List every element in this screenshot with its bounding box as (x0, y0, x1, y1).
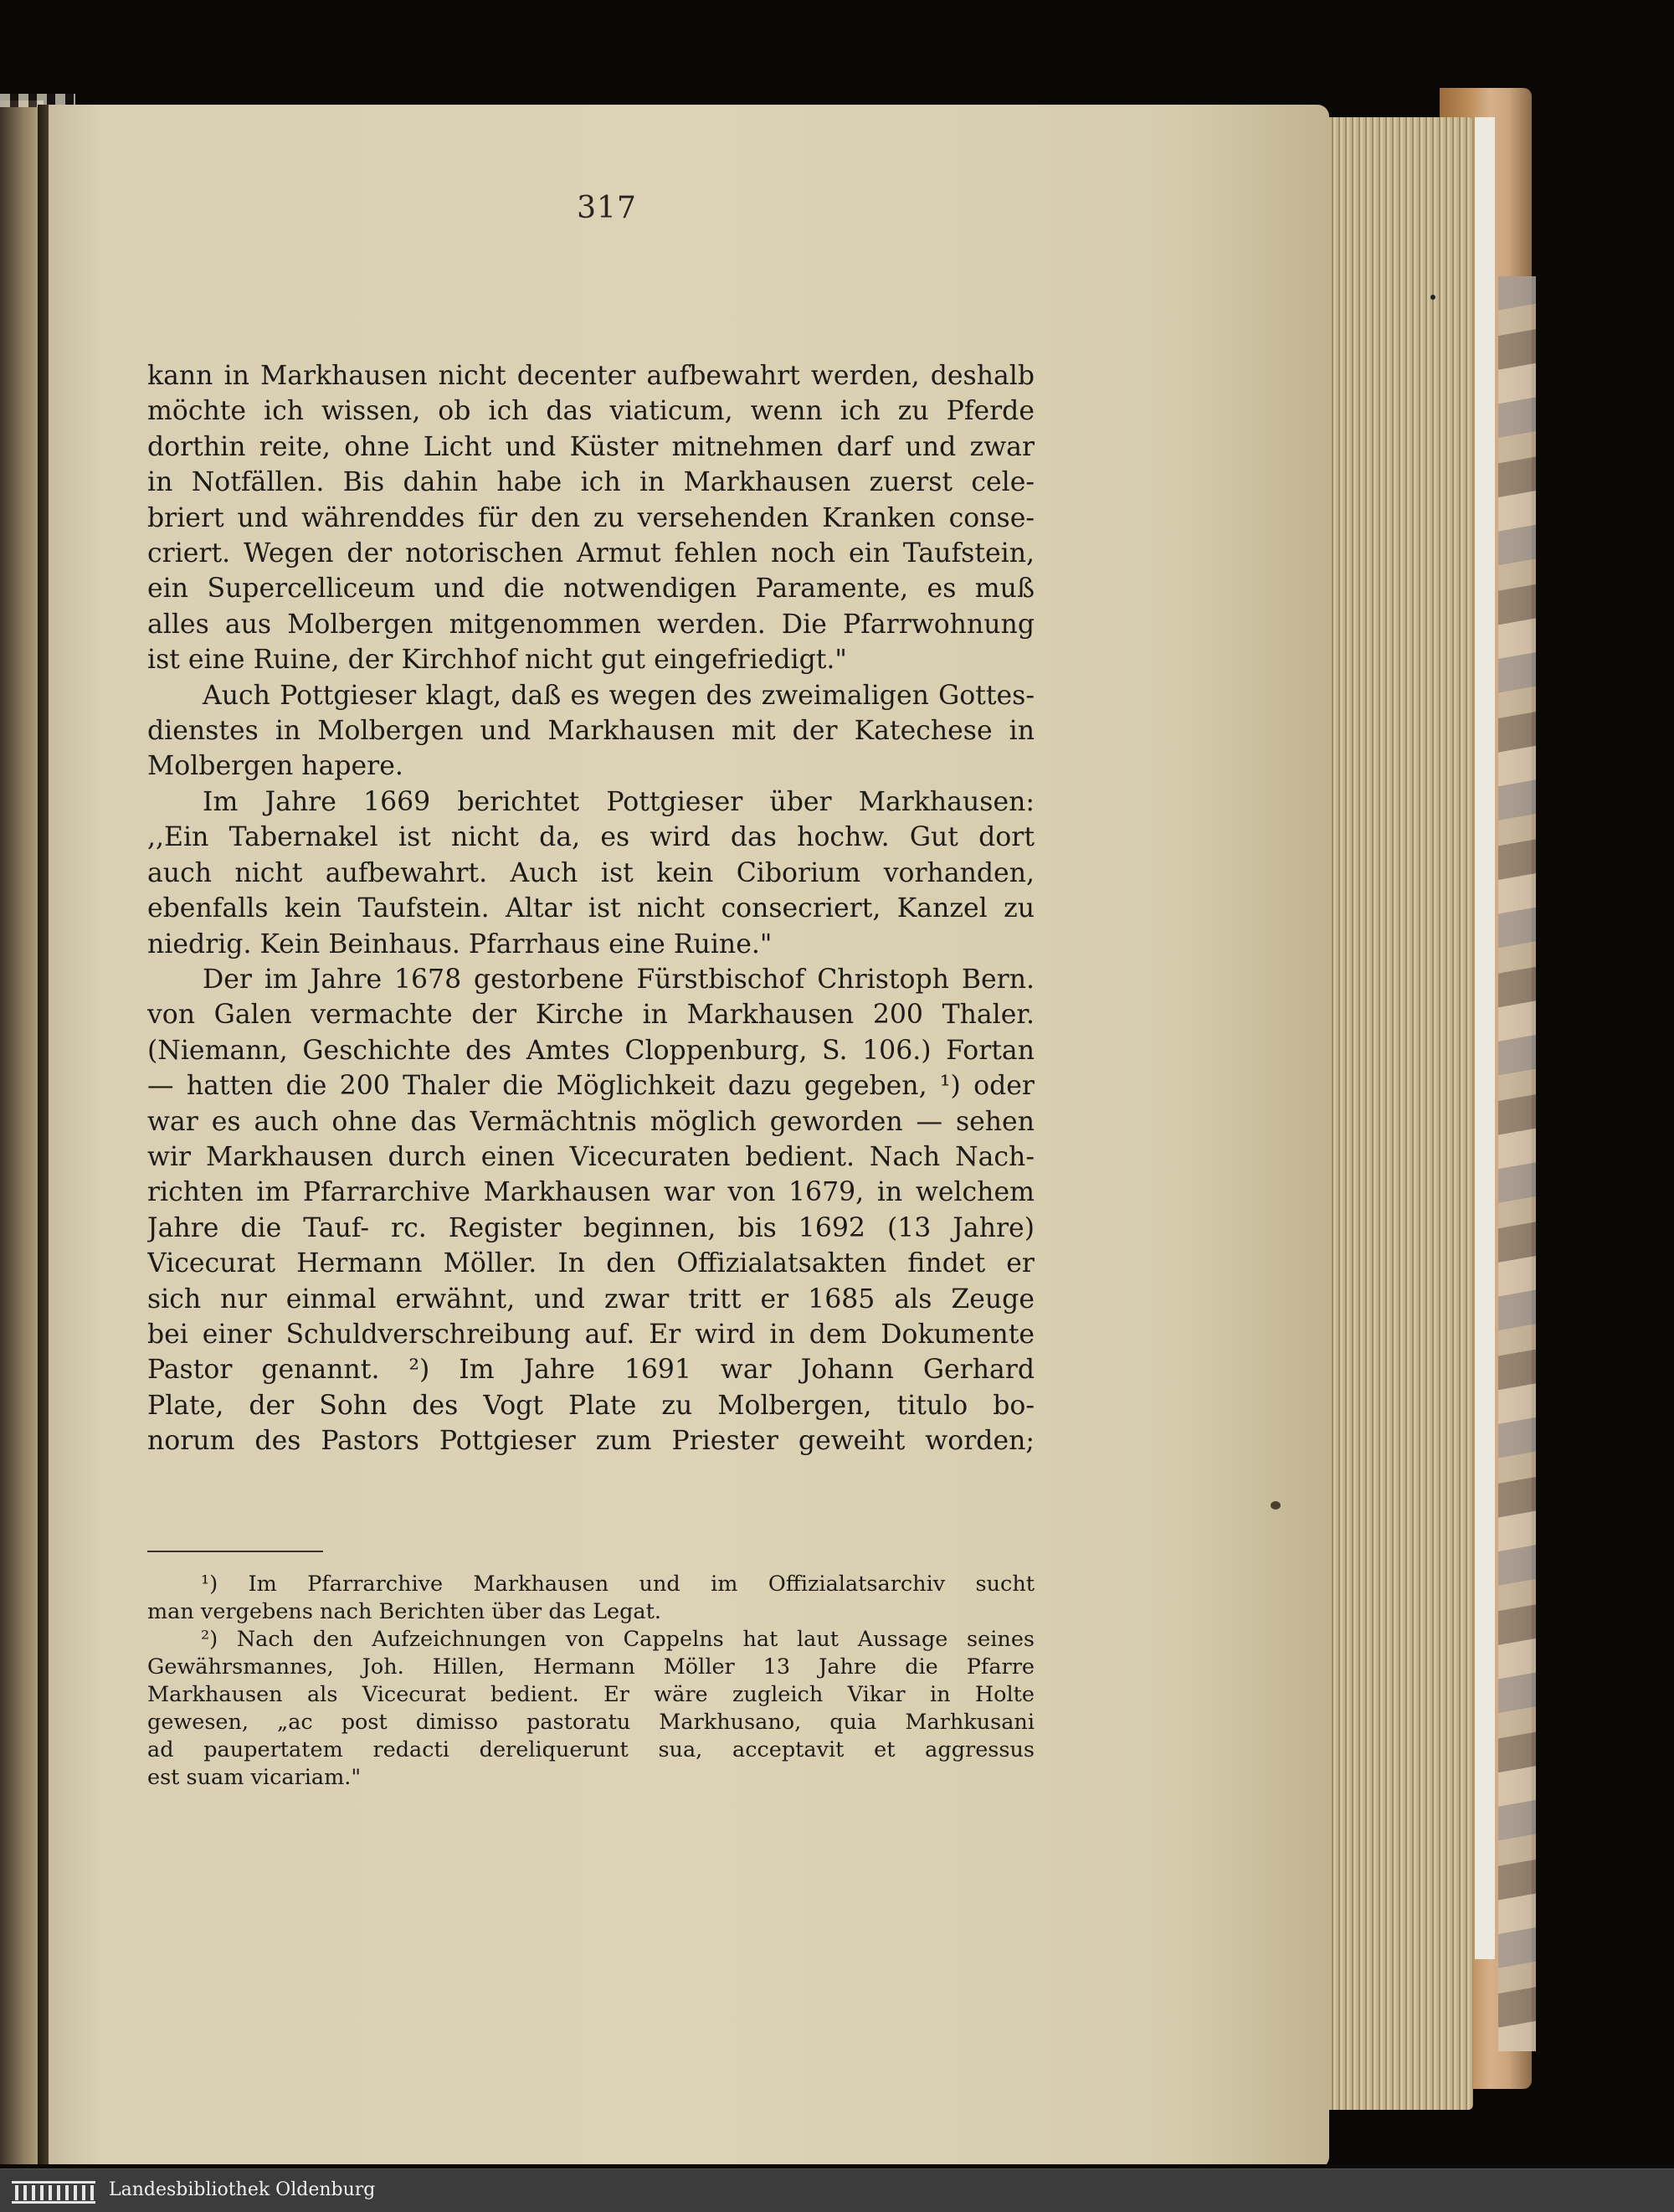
text-line: dorthin reite, ohne Licht und Küster mitnehmen darf und zwar (147, 431, 1035, 462)
footnote-divider (147, 1551, 323, 1552)
footnote-line: gewesen, „ac post dimisso pastoratu Markhusano, quia Marhkusani (147, 1710, 1035, 1735)
text-line: dienstes in Molbergen und Markhausen mit der Katechese in (147, 716, 1035, 747)
text-line: war es auch ohne das Vermächtnis möglich geworden — sehen (147, 1106, 1035, 1137)
library-name[interactable]: Landesbibliothek Oldenburg (109, 2179, 376, 2200)
text-line: Im Jahre 1669 berichtet Pottgieser über Markhausen: (203, 786, 1035, 817)
text-line: Der im Jahre 1678 gestorbene Fürstbischof Christoph Bern. (203, 964, 1035, 995)
viewer-footer (0, 2168, 1674, 2212)
text-line: Pastor genannt. ²) Im Jahre 1691 war Johann Gerhard (147, 1355, 1035, 1386)
text-line: Auch Pottgieser klagt, daß es wegen des zweimaligen Gottes- (203, 680, 1035, 711)
footnotes (147, 1571, 1035, 1792)
text-line: sich nur einmal erwähnt, und zwar tritt er 1685 als Zeuge (147, 1283, 1035, 1314)
page-edges (1322, 117, 1473, 2110)
text-line: ebenfalls kein Taufstein. Altar ist nicht consecriert, Kanzel zu (147, 893, 1035, 924)
text-line: möchte ich wissen, ob ich das viaticum, wenn ich zu Pferde (147, 396, 1035, 427)
text-line: ein Supercelliceum und die notwendigen Paramente, es muß (147, 574, 1035, 604)
text-line: niedrig. Kein Beinhaus. Pfarrhaus eine Ruine." (147, 929, 773, 959)
text-line: bei einer Schuldverschreibung auf. Er wird in dem Dokumente (147, 1319, 1035, 1350)
footnote-line: Gewährsmannes, Joh. Hillen, Hermann Möller 13 Jahre die Pfarre (147, 1654, 1035, 1680)
marbled-endpaper (1498, 276, 1536, 2051)
text-line: ist eine Ruine, der Kirchhof nicht gut eingefriedigt." (147, 645, 847, 676)
library-building-icon[interactable] (10, 2178, 97, 2204)
text-line: kann in Markhausen nicht decenter aufbewahrt werden, deshalb (147, 361, 1035, 391)
white-sheet (1475, 117, 1495, 1959)
page-speck (1430, 295, 1435, 300)
text-line: von Galen vermachte der Kirche in Markhausen 200 Thaler. (147, 1000, 1035, 1031)
text-line: wir Markhausen durch einen Vicecuraten bedient. Nach Nach- (147, 1141, 1035, 1172)
page-number: 317 (577, 191, 637, 225)
text-line: in Notfällen. Bis dahin habe ich in Markhausen zuerst cele- (147, 467, 1035, 498)
text-line: auch nicht aufbewahrt. Auch ist kein Ciborium vorhanden, (147, 857, 1035, 888)
text-line: Molbergen hapere. (147, 751, 403, 782)
footnote-line: ad paupertatem redacti dereliquerunt sua, acceptavit et aggressus (147, 1737, 1035, 1762)
footnote-line: ¹) Im Pfarrarchive Markhausen und im Offizialatsarchiv sucht (201, 1572, 1035, 1597)
text-line: norum des Pastors Pottgieser zum Priester geweiht worden; (147, 1426, 1035, 1457)
text-line: (Niemann, Geschichte des Amtes Cloppenburg, S. 106.) Fortan (147, 1035, 1035, 1066)
text-line: Jahre die Tauf- rc. Register beginnen, bis 1692 (13 Jahre) (147, 1212, 1035, 1243)
footnote-line: Markhausen als Vicecurat bedient. Er wäre zugleich Vikar in Holte (147, 1682, 1035, 1707)
text-line: Vicecurat Hermann Möller. In den Offizialatsakten findet er (147, 1248, 1035, 1279)
text-line: Plate, der Sohn des Vogt Plate zu Molbergen, titulo bo- (147, 1390, 1035, 1421)
footnote-line: ²) Nach den Aufzeichnungen von Cappelns hat laut Aussage seines (201, 1627, 1035, 1652)
body-text (147, 358, 1035, 1459)
text-line: richten im Pfarrarchive Markhausen war von 1679, in welchem (147, 1177, 1035, 1208)
text-line: criert. Wegen der notorischen Armut fehlen noch ein Taufstein, (147, 538, 1035, 569)
text-line: ,,Ein Tabernakel ist nicht da, es wird das hochw. Gut dort (147, 822, 1035, 853)
text-line: briert und währenddes für den zu versehenden Kranken conse- (147, 502, 1035, 533)
footnote-line: man vergebens nach Berichten über das Legat. (147, 1599, 661, 1624)
text-line: alles aus Molbergen mitgenommen werden. Die Pfarrwohnung (147, 609, 1035, 640)
text-line: — hatten die 200 Thaler die Möglichkeit dazu gegeben, ¹) oder (147, 1071, 1035, 1102)
page-stain (1271, 1501, 1281, 1510)
footnote-line: est suam vicariam." (147, 1765, 362, 1790)
